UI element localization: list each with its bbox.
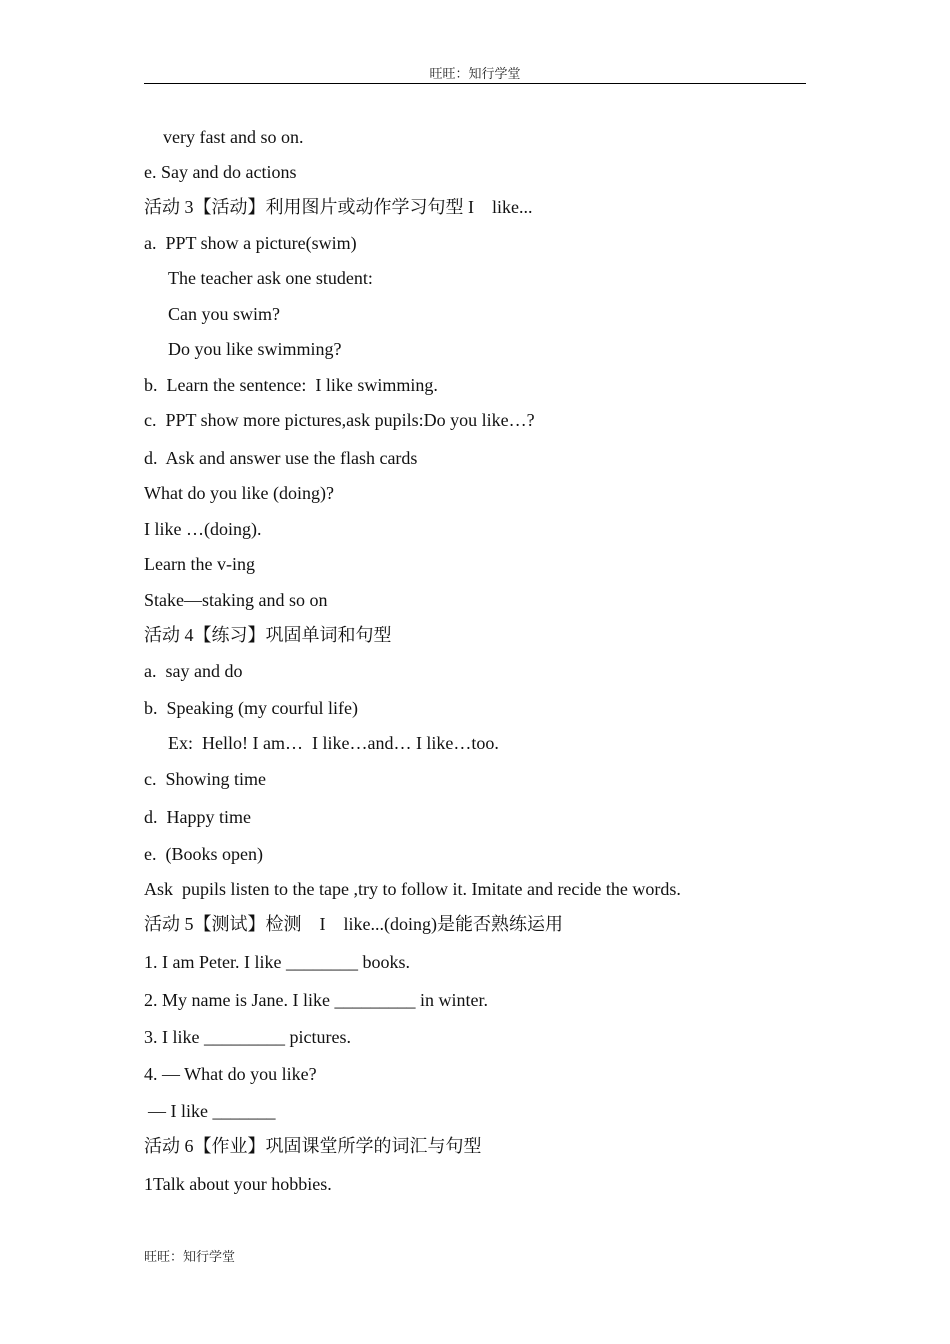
text-line: b. Speaking (my courful life) [144, 698, 358, 718]
text-line: e. (Books open) [144, 844, 263, 864]
text-line: Can you swim? [168, 304, 280, 324]
activity-heading: 活动 6【作业】巩固课堂所学的词汇与句型 [144, 1136, 482, 1156]
exercise-item: 3. I like _________ pictures. [144, 1027, 351, 1047]
page-footer: 旺旺：知行学堂 [144, 1249, 236, 1264]
page-header: 旺旺：知行学堂 [429, 66, 521, 81]
text-line: very fast and so on. [163, 127, 304, 147]
text-line: d. Ask and answer use the flash cards [144, 448, 418, 468]
text-line: Learn the v-ing [144, 554, 255, 574]
exercise-item: — I like _______ [148, 1101, 276, 1121]
text-line: a. PPT show a picture(swim) [144, 233, 357, 253]
text-line: Stake—staking and so on [144, 590, 328, 610]
activity-heading: 活动 5【测试】检测 I like...(doing)是能否熟练运用 [144, 914, 563, 934]
text-line: b. Learn the sentence: I like swimming. [144, 375, 438, 395]
header-rule [144, 83, 806, 84]
text-line: a. say and do [144, 661, 243, 681]
text-line: c. Showing time [144, 769, 266, 789]
text-line: Ex: Hello! I am… I like…and… I like…too. [168, 733, 499, 753]
text-line: Ask pupils listen to the tape ,try to follow it. Imitate and recide the words. [144, 879, 681, 899]
exercise-item: 1. I am Peter. I like ________ books. [144, 952, 410, 972]
text-line: I like …(doing). [144, 519, 262, 539]
text-line: 1Talk about your hobbies. [144, 1174, 332, 1194]
exercise-item: 2. My name is Jane. I like _________ in winter. [144, 990, 488, 1010]
activity-heading: 活动 3【活动】利用图片或动作学习句型 I like... [144, 197, 533, 217]
text-line: The teacher ask one student: [168, 268, 373, 288]
activity-heading: 活动 4【练习】巩固单词和句型 [144, 625, 392, 645]
text-line: e. Say and do actions [144, 162, 297, 182]
exercise-item: 4. — What do you like? [144, 1064, 317, 1084]
text-line: d. Happy time [144, 807, 251, 827]
text-line: What do you like (doing)? [144, 483, 334, 503]
text-line: Do you like swimming? [168, 339, 342, 359]
text-line: c. PPT show more pictures,ask pupils:Do you like…? [144, 410, 535, 430]
